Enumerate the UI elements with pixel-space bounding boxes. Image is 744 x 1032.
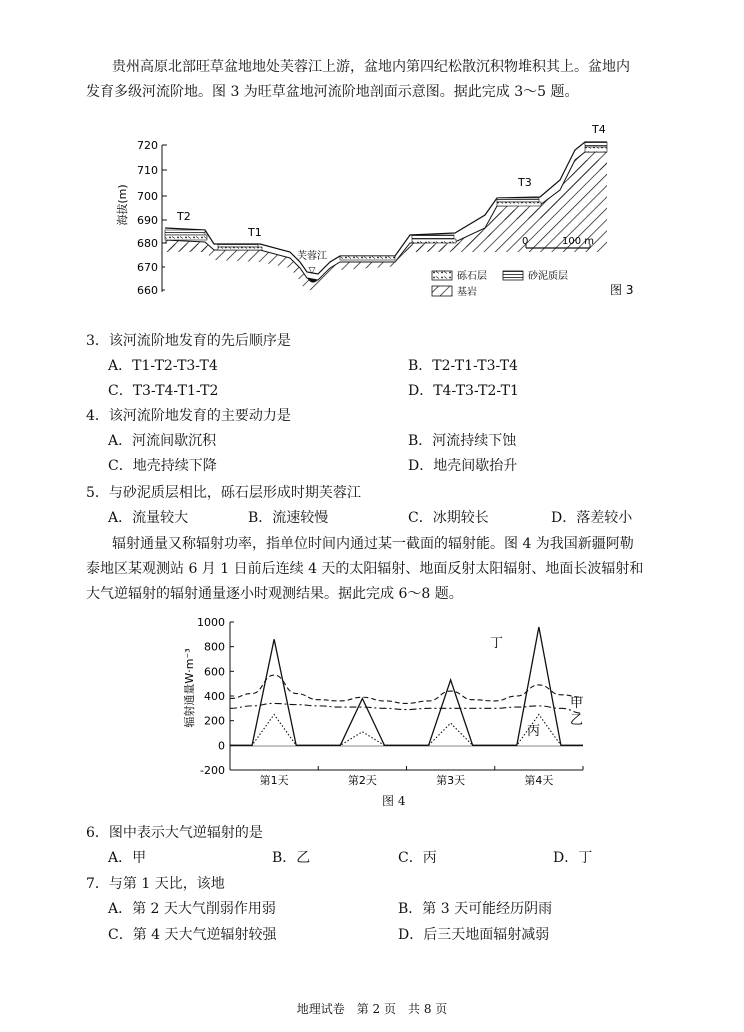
q4-option-b[interactable]: B．河流持续下蚀 — [408, 433, 517, 449]
fig4-ytick: 200 — [204, 714, 225, 728]
q7-option-d[interactable]: D．后三天地面辐射减弱 — [398, 927, 550, 943]
q5-option-c[interactable]: C．冰期较长 — [408, 510, 489, 526]
series-line-乙 — [230, 703, 583, 713]
fig3-caption: 图 3 — [610, 283, 634, 297]
series-label-yi: 乙 — [570, 713, 584, 728]
fig3-ytick-700: 700 — [137, 190, 158, 203]
river-symbol: ▽ — [308, 266, 316, 276]
fig3-ytick-670: 670 — [137, 261, 158, 274]
label-t4: T4 — [592, 123, 606, 136]
fig3-ytick-720: 720 — [137, 139, 158, 152]
figure-3-terrace-profile — [110, 118, 650, 300]
q5-stem: 5．与砂泥质层相比，砾石层形成时期芙蓉江 — [86, 485, 361, 501]
q4-option-a[interactable]: A．河流间歇沉积 — [108, 433, 217, 449]
fig4-caption: 图 4 — [382, 794, 406, 808]
t4-gravel — [585, 147, 607, 152]
figure-4-radiation-chart — [170, 612, 590, 812]
series-label-ding: 丁 — [490, 636, 504, 651]
intro2-line1: 辐射通量又称辐射功率，指单位时间内通过某一截面的辐射能。图 4 为我国新疆阿勒 — [112, 536, 634, 552]
q6-stem: 6．图中表示大气逆辐射的是 — [86, 825, 263, 841]
label-river: 芙蓉江 — [297, 251, 327, 262]
q3-option-a[interactable]: A．T1-T2-T3-T4 — [108, 358, 218, 374]
fig4-ytick: 600 — [204, 665, 225, 679]
q6-option-c[interactable]: C．丙 — [398, 850, 437, 866]
q6-option-d[interactable]: D．丁 — [553, 850, 593, 866]
fig4-ytick: -200 — [200, 764, 225, 777]
fig4-ytick: 0 — [218, 739, 225, 753]
intro1-line1: 贵州高原北部旺草盆地地处芙蓉江上游，盆地内第四纪松散沉积物堆积其上。盆地内 — [112, 59, 630, 75]
q4-option-d[interactable]: D．地壳间歇抬升 — [408, 458, 518, 474]
q7-option-a[interactable]: A．第 2 天大气削弱作用弱 — [108, 901, 276, 917]
fig3-ytick-690: 690 — [137, 214, 158, 227]
scale-zero: 0 — [522, 236, 529, 247]
q3-option-d[interactable]: D．T4-T3-T2-T1 — [408, 383, 519, 399]
t3-sandmud — [497, 198, 539, 202]
fig4-xtick-day: 第1天 — [259, 774, 289, 787]
scale-length: 100 m — [562, 236, 595, 247]
q5-option-b[interactable]: B．流速较慢 — [248, 510, 329, 526]
fig3-ytick-660: 660 — [137, 284, 158, 297]
series-label-jia: 甲 — [570, 696, 584, 711]
t4-sandmud — [585, 142, 607, 147]
t2-gravel — [165, 235, 207, 240]
q6-option-b[interactable]: B．乙 — [272, 850, 311, 866]
q4-stem: 4．该河流阶地发育的主要动力是 — [86, 408, 291, 424]
fig4-y-label: 辐射通量W·m⁻³ — [183, 648, 196, 728]
q3-option-c[interactable]: C．T3-T4-T1-T2 — [108, 383, 219, 399]
q3-stem: 3．该河流阶地发育的先后顺序是 — [86, 333, 291, 349]
q7-option-b[interactable]: B．第 3 天可能经历阴雨 — [398, 901, 553, 917]
intro2-line2: 泰地区某观测站 6 月 1 日前后连续 4 天的太阳辐射、地面反射太阳辐射、地面长波辐射和 — [86, 561, 644, 577]
t2-right-gravel — [412, 239, 456, 243]
label-t1: T1 — [248, 226, 262, 239]
fig3-ytick-680: 680 — [137, 237, 158, 250]
fig3-y-label: 海拔(m) — [116, 184, 129, 226]
legend-bedrock: 基岩 — [457, 287, 477, 298]
label-t3: T3 — [518, 176, 532, 189]
t2-right-sandmud — [412, 235, 454, 239]
series-label-bing: 丙 — [527, 724, 541, 739]
fig4-xtick-day: 第3天 — [436, 774, 466, 787]
fig4-xtick-day: 第2天 — [347, 774, 377, 787]
q5-option-a[interactable]: A．流量较大 — [108, 510, 189, 526]
q7-option-c[interactable]: C．第 4 天大气逆辐射较强 — [108, 927, 277, 943]
fig4-ytick: 1000 — [197, 616, 225, 629]
label-t2: T2 — [177, 210, 191, 223]
t3-gravel — [497, 202, 541, 206]
t1-right-layer — [340, 256, 395, 260]
q4-option-c[interactable]: C．地壳持续下降 — [108, 458, 217, 474]
fig3-ytick-710: 710 — [137, 164, 158, 177]
intro2-line3: 大气逆辐射的辐射通量逐小时观测结果。据此完成 6～8 题。 — [86, 586, 463, 602]
q3-option-b[interactable]: B．T2-T1-T3-T4 — [408, 358, 518, 374]
intro1-line2: 发育多级河流阶地。图 3 为旺草盆地河流阶地剖面示意图。据此完成 3～5 题。 — [86, 84, 579, 100]
q6-option-a[interactable]: A．甲 — [108, 850, 147, 866]
q7-stem: 7．与第 1 天比，该地 — [86, 876, 225, 892]
t2-sandmud — [165, 230, 205, 235]
t1-gravel — [218, 247, 262, 250]
q5-option-d[interactable]: D．落差较小 — [551, 510, 633, 526]
t1-sandmud — [218, 244, 258, 247]
legend-sandmud: 砂泥质层 — [528, 271, 568, 282]
legend-gravel: 砾石层 — [457, 271, 487, 282]
page-footer: 地理试卷 第 2 页 共 8 页 — [296, 1002, 448, 1016]
fig4-ytick: 400 — [204, 690, 225, 703]
fig4-xtick-day: 第4天 — [524, 774, 554, 787]
fig4-ytick: 800 — [204, 640, 225, 654]
